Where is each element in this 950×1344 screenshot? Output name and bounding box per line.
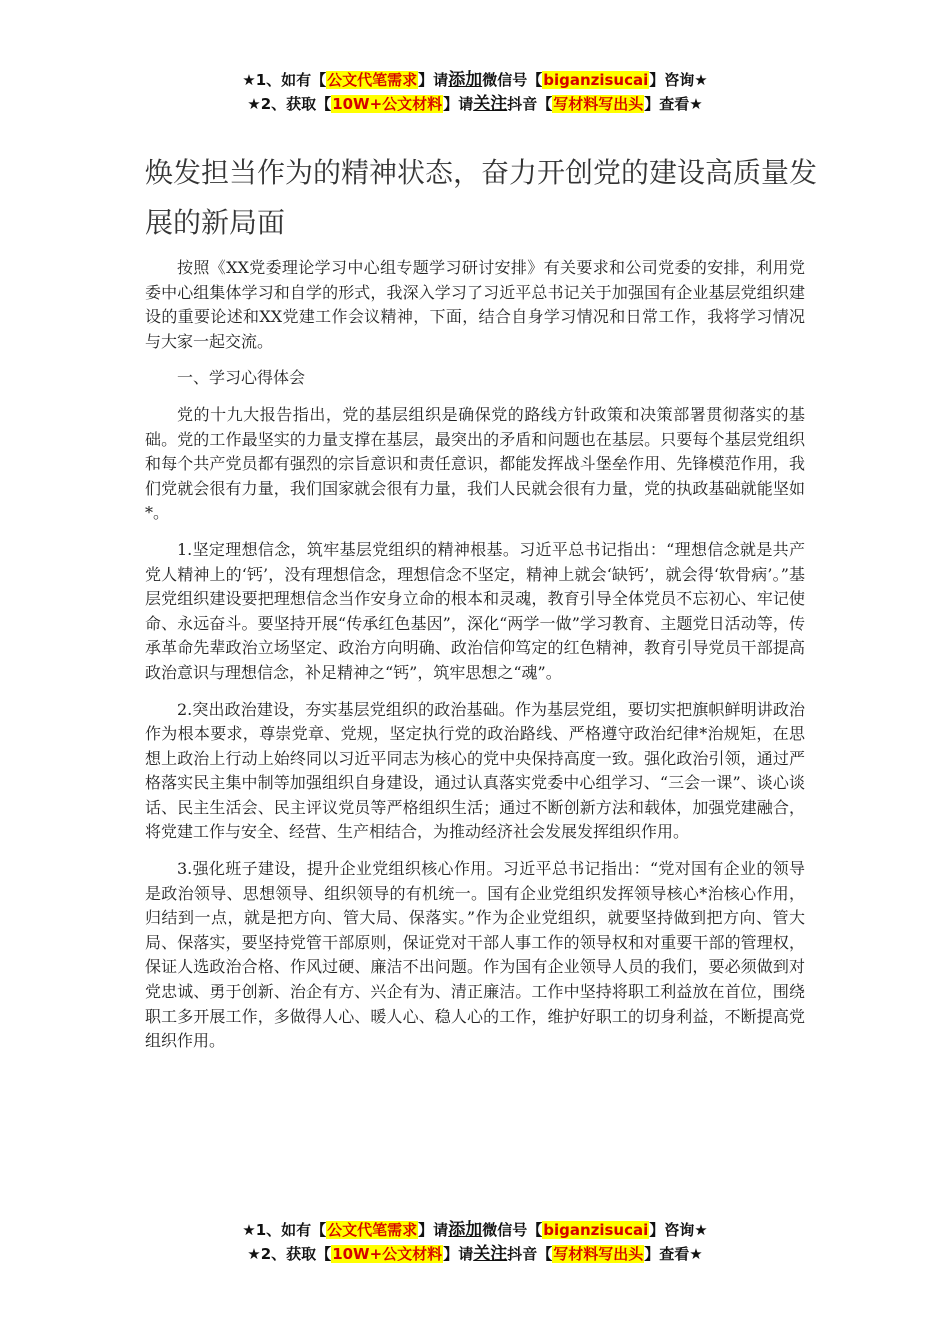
promo-text: 】请 (443, 1245, 474, 1263)
document-body (145, 256, 805, 1066)
promo-text: 】查看★ (644, 95, 703, 113)
promo-text: 】查看★ (644, 1245, 703, 1263)
promo-text: ★2、获取【 (247, 1245, 332, 1263)
douyin-id-highlight: 写材料写出头 (553, 95, 644, 113)
promo-text: 】咨询★ (649, 1221, 708, 1239)
promo-text: 】请 (418, 1221, 449, 1239)
promo-text: 】咨询★ (649, 71, 708, 89)
promo-line-1 (0, 68, 950, 92)
promo-highlight: 10W+公文材料 (332, 95, 443, 113)
promo-text: 微信号【 (482, 71, 543, 89)
promo-text: ★2、获取【 (247, 95, 332, 113)
paragraph-intro: 按照《XX党委理论学习中心组专题学习研讨安排》有关要求和公司党委的安排，利用党委中心组集体学习和自学的形式，我深入学习了习近平总书记关于加强国有企业基层党组织建设的重要论述和XX党建工作会议精神，下面，结合自身学习情况和日常工作，我将学习情况与大家一起交流。 (145, 258, 805, 351)
promo-banner-bottom (0, 1218, 950, 1266)
promo-emphasis: 添加 (448, 70, 483, 90)
wechat-id-highlight: biganzisucai (543, 71, 649, 89)
douyin-id-highlight: 写材料写出头 (553, 1245, 644, 1263)
promo-text: 抖音【 (507, 1245, 553, 1263)
paragraph-point-2: 2.突出政治建设，夯实基层党组织的政治基础。作为基层党组，要切实把旗帜鲜明讲政治作为根本要求，尊崇党章、党规，坚定执行党的政治路线、严格遵守政治纪律*治规矩，在思想上政治上行动上始终同以习近平同志为核心的党中央保持高度一致。强化政治引领，通过严格落实民主集中制等加强组织自身建设，通过认真落实党委中心组学习、“三会一课”、谈心谈话、民主生活会、民主评议党员等严格组织生活；通过不断创新方法和载体，加强党建融合，将党建工作与安全、经营、生产相结合，为推动经济社会发展发挥组织作用。 (145, 699, 805, 842)
promo-highlight: 公文代笔需求 (327, 71, 418, 89)
promo-banner-top (0, 68, 950, 116)
paragraph-point-1: 1.坚定理想信念，筑牢基层党组织的精神根基。习近平总书记指出：“理想信念就是共产党人精神上的‘钙’，没有理想信念，理想信念不坚定，精神上就会‘缺钙’，就会得‘软骨病’。”基层党组织建设要把理想信念当作安身立命的根本和灵魂，教育引导全体党员不忘初心、牢记使命、永远奋斗。要坚持开展“传承红色基因”，深化“两学一做”学习教育、主题党日活动等，传承革命先辈政治立场坚定、政治方向明确、政治信仰笃定的红色精神，教育引导党员干部提高政治意识与理想信念，补足精神之“钙”，筑牢思想之“魂”。 (145, 539, 805, 682)
document-title: 焕发担当作为的精神状态，奋力开创党的建设高质量发展的新局面 (145, 156, 818, 239)
promo-line-2 (0, 92, 950, 116)
promo-highlight: 公文代笔需求 (327, 1221, 418, 1239)
section-heading: 一、学习心得体会 (177, 368, 306, 388)
promo-text: 】请 (443, 95, 474, 113)
promo-emphasis: 添加 (448, 1220, 483, 1240)
promo-line-2 (0, 1242, 950, 1266)
promo-text: ★1、如有【 (242, 71, 327, 89)
promo-emphasis: 关注 (473, 1244, 508, 1264)
paragraph: 党的十九大报告指出，党的基层组织是确保党的路线方针政策和决策部署贯彻落实的基础。党的工作最坚实的力量支撑在基层，最突出的矛盾和问题也在基层。只要每个基层党组织和每个共产党员都有强烈的宗旨意识和责任意识，都能发挥战斗堡垒作用、先锋模范作用，我们党就会很有力量，我们国家就会很有力量，我们人民就会很有力量，党的执政基础就能坚如*。 (145, 404, 805, 523)
paragraph-point-3: 3.强化班子建设，提升企业党组织核心作用。习近平总书记指出：“党对国有企业的领导是政治领导、思想领导、组织领导的有机统一。国有企业党组织发挥领导核心*治核心作用，归结到一点，就是把方向、管大局、保落实。”作为企业党组织，就要坚持做到把方向、管大局、保落实，要坚持党管干部原则，保证党对干部人事工作的领导权和对重要干部的管理权，保证人选政治合格、作风过硬、廉洁不出问题。作为国有企业领导人员的我们，要必须做到对党忠诚、勇于创新、治企有方、兴企有为、清正廉洁。工作中坚持将职工利益放在首位，围绕职工多开展工作，多做得人心、暖人心、稳人心的工作，维护好职工的切身利益，不断提高党组织作用。 (145, 859, 805, 1051)
promo-text: 抖音【 (507, 95, 553, 113)
wechat-id-highlight: biganzisucai (543, 1221, 649, 1239)
promo-emphasis: 关注 (473, 94, 508, 114)
promo-text: 】请 (418, 71, 449, 89)
promo-text: ★1、如有【 (242, 1221, 327, 1239)
promo-highlight: 10W+公文材料 (332, 1245, 443, 1263)
promo-line-1 (0, 1218, 950, 1242)
promo-text: 微信号【 (482, 1221, 543, 1239)
